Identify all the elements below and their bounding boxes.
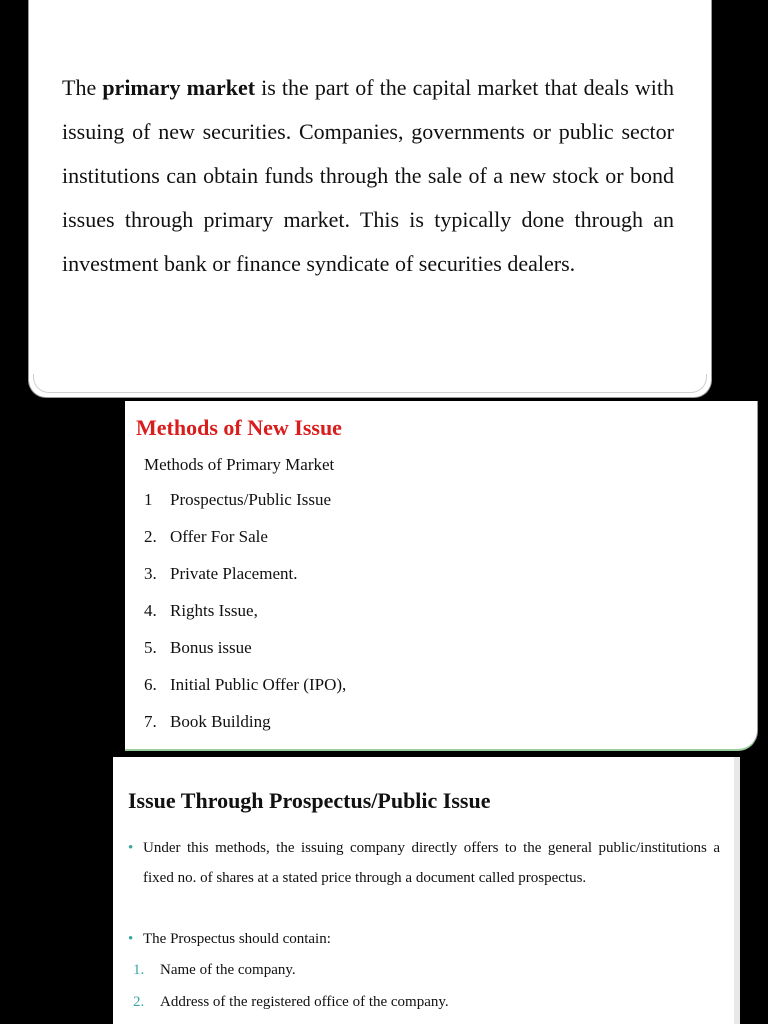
bullet-dot-icon: • [128, 931, 134, 947]
methods-item-number: 2. [144, 527, 157, 546]
methods-list-item [144, 712, 346, 749]
methods-item-label: Book Building [170, 712, 271, 731]
definition-paragraph [62, 66, 674, 286]
methods-list-item [144, 675, 346, 712]
methods-list-item [144, 601, 346, 638]
prospectus-bullet [128, 833, 720, 893]
methods-card [125, 401, 758, 751]
methods-item-number: 5. [144, 638, 157, 657]
methods-item-label: Offer For Sale [170, 527, 268, 546]
methods-item-label: Bonus issue [170, 638, 252, 657]
methods-item-number: 4. [144, 601, 157, 620]
prospectus-item-label: Address of the registered office of the company. [160, 994, 449, 1010]
definition-term: primary market [102, 75, 256, 100]
methods-list-item [144, 490, 346, 527]
methods-title: Methods of New Issue [136, 415, 342, 440]
methods-item-label: Private Placement. [170, 564, 298, 583]
methods-list-item [144, 527, 346, 564]
definition-card [28, 0, 712, 398]
methods-subtitle: Methods of Primary Market [144, 455, 335, 474]
methods-list-item [144, 564, 346, 601]
prospectus-title: Issue Through Prospectus/Public Issue [128, 788, 491, 813]
methods-list-item [144, 638, 346, 675]
prospectus-bullet-text: Under this methods, the issuing company directly offers to the general public/institutions a fixed no. of shares at a stated price through a document called prospectus. [143, 840, 720, 886]
methods-item-label: Rights Issue, [170, 601, 258, 620]
prospectus-bullet-text: The Prospectus should contain: [143, 931, 331, 947]
card-curl-decoration [33, 374, 707, 393]
prospectus-list-item [133, 955, 296, 985]
prospectus-item-number: 2. [133, 994, 145, 1010]
methods-list [144, 490, 346, 749]
methods-item-number: 7. [144, 712, 157, 731]
prospectus-item-label: Name of the company. [160, 962, 296, 978]
methods-item-label: Prospectus/Public Issue [170, 490, 332, 509]
definition-text: is the part of the capital market that deals with issuing of new securities. Companies, governments or public sector institutions can obtain funds through the sale of a new stock or bond issues through primary market. This is typically done through an investment bank or finance syndicate of securities dealers. [62, 75, 675, 276]
prospectus-bullet [128, 924, 720, 954]
prospectus-list-item [133, 987, 449, 1017]
prospectus-item-number: 1. [133, 962, 145, 978]
bullet-dot-icon: • [128, 840, 134, 856]
methods-item-number: 3. [144, 564, 157, 583]
definition-prefix: The [62, 75, 103, 100]
methods-item-number: 1 [144, 490, 153, 509]
prospectus-card [113, 757, 740, 1024]
methods-item-number: 6. [144, 675, 157, 694]
methods-item-label: Initial Public Offer (IPO), [170, 675, 347, 694]
